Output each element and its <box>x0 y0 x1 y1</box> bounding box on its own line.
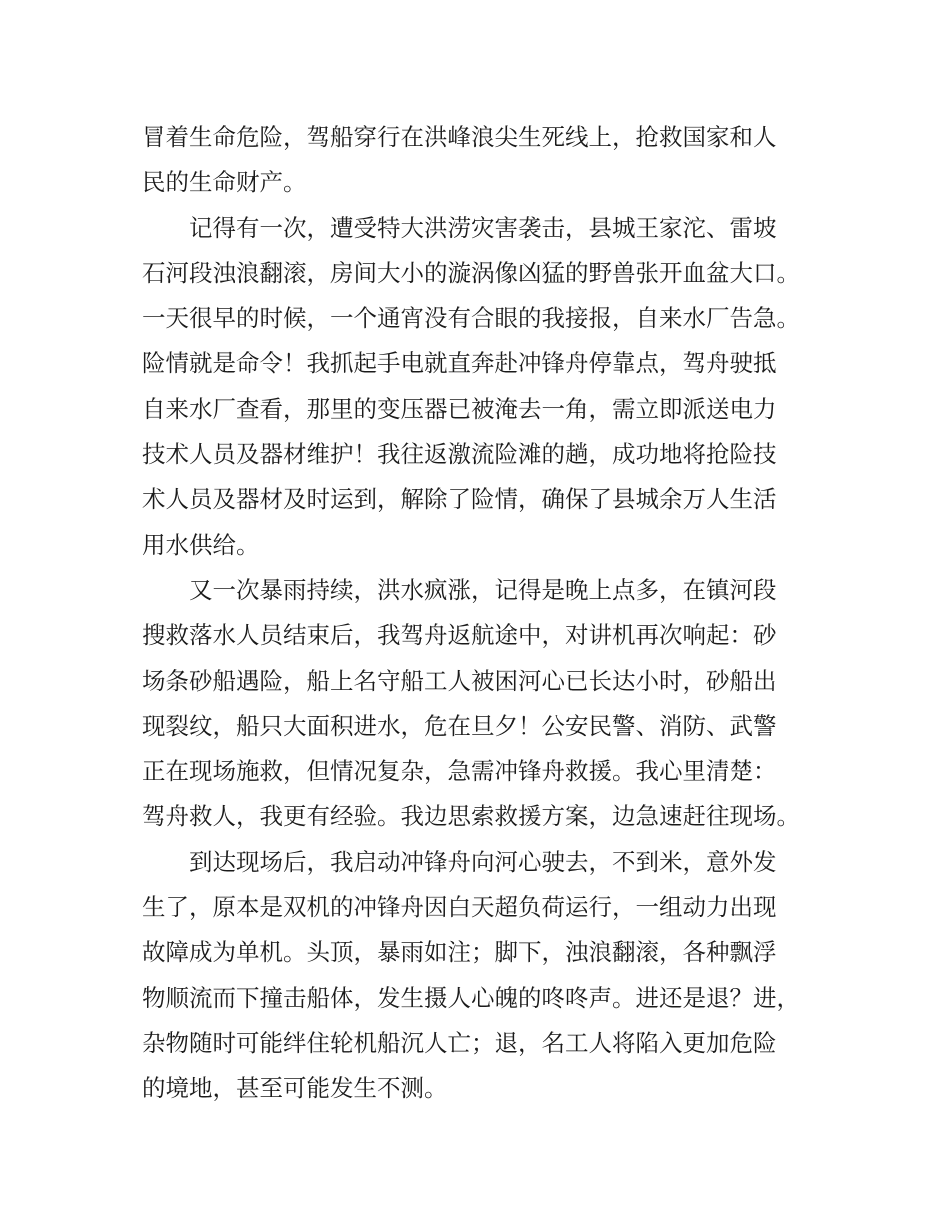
article-body <box>142 115 842 1112</box>
text-line: 到达现场后，我启动冲锋舟向河心驶去，不到米，意外发 <box>189 847 777 876</box>
text-line: 现裂纹，船只大面积进水，危在旦夕！公安民警、消防、武警 <box>142 711 777 740</box>
paragraph-4 <box>142 840 842 1112</box>
text-line: 民的生命财产。 <box>142 168 307 197</box>
text-line: 石河段浊浪翻滚，房间大小的漩涡像凶猛的野兽张开血盆大口。 <box>142 258 800 287</box>
paragraph-2 <box>142 206 842 568</box>
text-line: 自来水厂查看，那里的变压器已被淹去一角，需立即派送电力 <box>142 394 777 423</box>
text-line: 又一次暴雨持续，洪水疯涨，记得是晚上点多，在镇河段 <box>189 575 777 604</box>
text-line: 用水供给。 <box>142 530 260 559</box>
text-line: 搜救落水人员结束后，我驾舟返航途中，对讲机再次响起：砂 <box>142 621 777 650</box>
text-line: 故障成为单机。头顶，暴雨如注；脚下，浊浪翻滚，各种飘浮 <box>142 938 777 967</box>
paragraph-1 <box>142 115 842 206</box>
text-line: 冒着生命危险，驾船穿行在洪峰浪尖生死线上，抢救国家和人 <box>142 123 777 151</box>
text-line: 正在现场施救，但情况复杂，急需冲锋舟救援。我心里清楚： <box>142 757 777 786</box>
text-line: 物顺流而下撞击船体，发生摄人心魄的咚咚声。进还是退？进， <box>142 983 800 1012</box>
text-line: 的境地，甚至可能发生不测。 <box>142 1074 448 1103</box>
text-line: 场条砂船遇险，船上名守船工人被困河心已长达小时，砂船出 <box>142 666 777 695</box>
text-line: 技术人员及器材维护！我往返激流险滩的趟，成功地将抢险技 <box>142 440 777 469</box>
text-line: 生了，原本是双机的冲锋舟因白天超负荷运行，一组动力出现 <box>142 893 777 922</box>
text-line: 术人员及器材及时运到，解除了险情，确保了县城余万人生活 <box>142 485 777 514</box>
text-line: 记得有一次，遭受特大洪涝灾害袭击，县城王家沱、雷坡 <box>189 213 777 242</box>
paragraph-3 <box>142 568 842 840</box>
text-line: 杂物随时可能绊住轮机船沉人亡；退，名工人将陷入更加危险 <box>142 1028 777 1057</box>
text-line: 险情就是命令！我抓起手电就直奔赴冲锋舟停靠点，驾舟驶抵 <box>142 349 777 378</box>
text-line: 一天很早的时候，一个通宵没有合眼的我接报，自来水厂告急。 <box>142 304 800 333</box>
text-line: 驾舟救人，我更有经验。我边思索救援方案，边急速赶往现场。 <box>142 802 800 831</box>
